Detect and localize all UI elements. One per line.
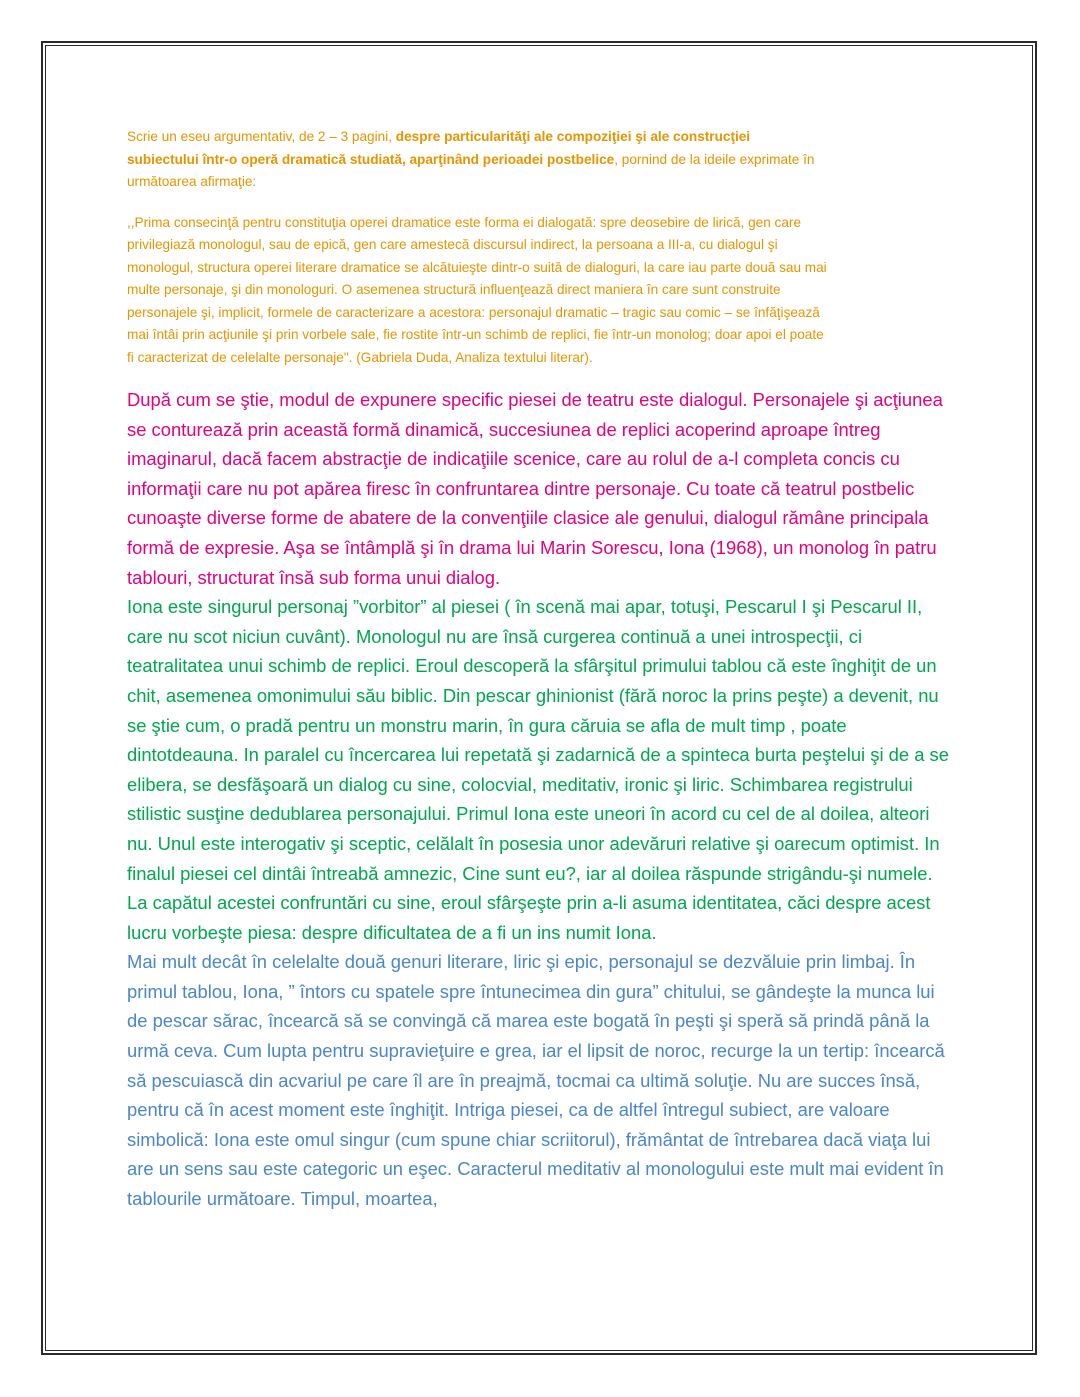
citation-quote: ,,Prima consecinţă pentru constituţia operei dramatice este forma ei dialogată: spre deosebire de lirică, gen care privilegiază monologul, sau de epică, gen care amestecă discursul indirect, la persoana a III-a, cu dialogul şi monologul, structura operei literare dramatice se alcătuieşte dintr-o suită de dialoguri, la care iau parte două sau mai multe personaje, şi din monologuri. O asemenea structură influenţează direct maniera în care sunt construite personajele şi, implicit, formele de caracterizare a acestora: personajul dramatic – tragic sau comic – se înfăţişează mai întâi prin acţiunile şi prin vorbele sale, fie rostite într-un schimb de replici, fie într-un monolog; doar apoi el poate fi caracterizat de celelalte personaje". (Gabriela Duda, Analiza textului literar). (127, 214, 827, 365)
document-content (127, 126, 957, 1214)
prompt-bold: despre particularităţi ale compoziţiei şi ale construcţiei subiectului într-o operă dramatică studiată, aparţinând perioadei postbelice (127, 129, 751, 167)
essay-prompt (127, 126, 817, 194)
essay-paragraph-2: Iona este singurul personaj ”vorbitor” al piesei ( în scenă mai apar, totuşi, Pescarul I şi Pescarul II, care nu scot niciun cuvânt). Monologul nu are însă curgerea continuă a unei introspecţii, ci teatralitatea unui schimb de replici. Eroul descoperă la sfârşitul primului tablou că este înghiţit de un chit, asemenea omonimului său biblic. Din pescar ghinionist (fără noroc la prins peşte) a devenit, nu se ştie cum, o pradă pentru un monstru marin, în gura căruia se afla de mult timp , poate dintotdeauna. In paralel cu încercarea lui repetată şi zadarnică de a spinteca burta peştelui şi de a se elibera, se desfăşoară un dialog cu sine, colocvial, meditativ, ironic şi liric. Schimbarea registrului stilistic susţine dedublarea personajului. Primul Iona este uneori în acord cu cel de al doilea, alteori nu. Unul este interogativ şi sceptic, celălalt în posesia unor adevăruri relative şi oarecum optimist. In finalul piesei cel dintâi întreabă amnezic, Cine sunt eu?, iar al doilea răspunde strigându-şi numele. La capătul acestei confruntări cu sine, eroul sfârşeşte prin a-li asuma identitatea, căci despre acest lucru vorbeşte piesa: despre dificultatea de a fi un ins numit Iona. (127, 596, 949, 943)
essay-paragraph-1: După cum se ştie, modul de expunere specific piesei de teatru este dialogul. Personajele şi acţiunea se conturează prin această formă dinamică, succesiunea de replici acoperind aproape întreg imaginarul, dacă facem abstracţie de indicaţiile scenice, care au rolul de a-l completa concis cu informaţii care nu pot apărea firesc în confruntarea dintre personaje. Cu toate că teatrul postbelic cunoaşte diverse forme de abatere de la convenţiile clasice ale genului, dialogul rămâne principala formă de expresie. Aşa se întâmplă şi în drama lui Marin Sorescu, Iona (1968), un monolog în patru tablouri, structurat însă sub forma unui dialog. (127, 389, 943, 588)
essay-paragraph-3: Mai mult decât în celelalte două genuri literare, liric şi epic, personajul se dezvăluie prin limbaj. În primul tablou, Iona, ” întors cu spatele spre întunecimea din gura” chitului, se gândeşte la munca lui de pescar sărac, încearcă să se convingă că marea este bogată în peşti şi speră să prindă până la urmă ceva. Cum lupta pentru supravieţuire e grea, iar el lipsit de noroc, recurge la un tertip: încearcă să pescuiască din acvariul pe care îl are în preajmă, tocmai ca ultimă soluţie. Nu are succes însă, pentru că în acest moment este înghiţit. Intriga piesei, ca de altfel întregul subiect, are valoare simbolică: Iona este omul singur (cum spune chiar scriitorul), frământat de întrebarea dacă viaţa lui are un sens sau este categoric un eşec. Caracterul meditativ al monologului este mult mai evident în tablourile următoare. Timpul, moartea, (127, 951, 945, 1210)
prompt-outro: , pornind de la ideile exprimate în următoarea afirmaţie: (127, 151, 815, 189)
prompt-intro: Scrie un eseu argumentativ, de 2 – 3 pagini, (127, 129, 396, 144)
